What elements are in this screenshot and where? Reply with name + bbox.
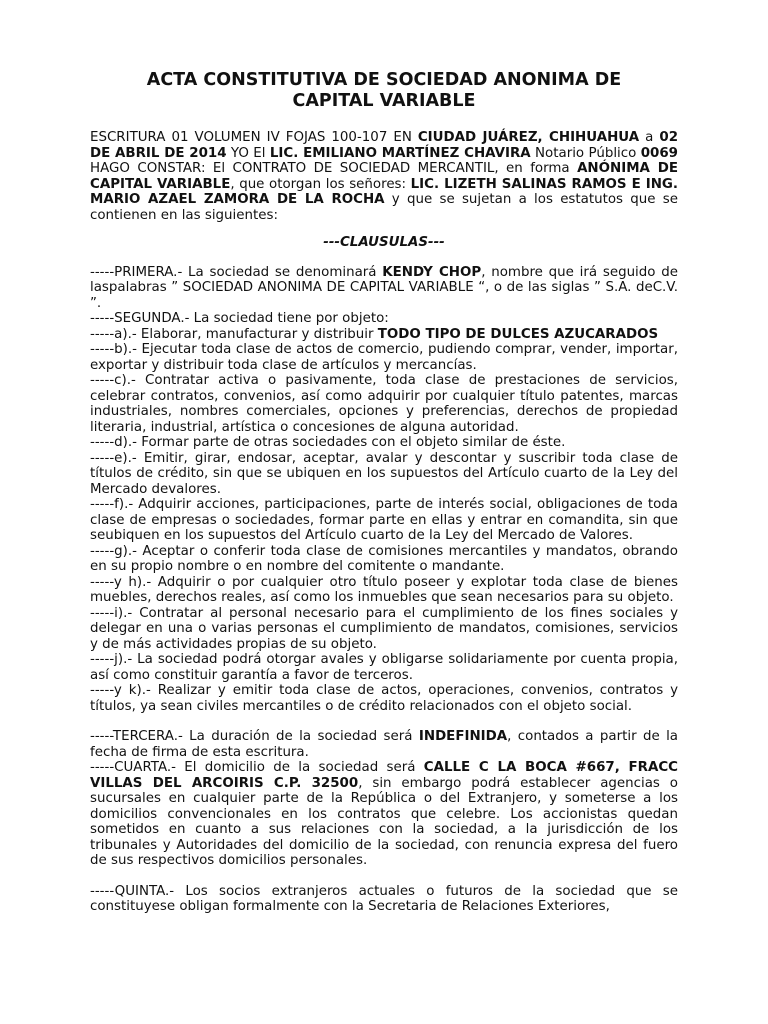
clause-text: -----PRIMERA.- La sociedad se denominará [90, 264, 383, 280]
intro-text: a [639, 130, 660, 145]
intro-notary: LIC. EMILIANO MARTÍNEZ CHAVIRA [269, 145, 531, 161]
duration: INDEFINIDA [418, 729, 508, 744]
intro-text: y que se sujetan a los estatutos que se contienen en las siguientes: [90, 192, 678, 223]
clause-cuarta [90, 760, 678, 869]
clause-text: , contados a partir de la fecha de firma de esta escritura. [90, 729, 679, 760]
clause-text: -----CUARTA.- El domicilio de la sociedad será [90, 760, 424, 775]
paragraph-gap [90, 714, 678, 729]
clause-item-k: -----y k).- Realizar y emitir toda clase de actos, operaciones, convenios, contratos y títulos, ya sean civiles mercantiles o de crédito relacionados con el objeto social. [90, 683, 678, 714]
paragraph-gap [90, 869, 678, 884]
clause-item-b: -----b).- Ejecutar toda clase de actos de comercio, pudiendo comprar, vender, importar, exportar y distribuir toda clase de artículos y mercancías. [90, 342, 678, 373]
intro-text: , que otorgan los señores: [230, 176, 411, 192]
clausulas-heading: ---CLAUSULAS--- [323, 235, 445, 250]
clause-item-d: -----d).- Formar parte de otras sociedades con el objeto similar de éste. [90, 435, 566, 450]
title-line-1: ACTA CONSTITUTIVA DE SOCIEDAD ANONIMA DE [146, 70, 622, 90]
intro-company-type: ANÓNIMA DE CAPITAL VARIABLE [90, 161, 678, 192]
clause-item-h: -----y h).- Adquirir o por cualquier otro título poseer y explotar toda clase de bienes muebles, derechos reales, así como los inmuebles que sean necesarios para su objeto. [90, 574, 678, 605]
clause-tercera [90, 729, 678, 760]
clause-item-c: -----c).- Contratar activa o pasivamente, toda clase de prestaciones de servicios, celebrar contratos, convenios, así como adquirir por cualquier título patentes, marcas industriales, nombres comerciales, opciones y preferencias, derechos de propiedad literaria, industrial, artística o concesiones de alguna autoridad. [90, 373, 678, 435]
clause-item-j: -----j).- La sociedad podrá otorgar avales y obligarse solidariamente por cuenta propia, así como constituir garantía a favor de terceros. [90, 652, 678, 683]
intro-city: CIUDAD JUÁREZ, CHIHUAHUA [417, 130, 640, 145]
clause-item-g: -----g).- Aceptar o conferir toda clase de comisiones mercantiles y mandatos, obrando en su propio nombre o en nombre del comitente o mandante. [90, 543, 678, 574]
clause-text: -----TERCERA.- La duración de la sociedad será [90, 729, 419, 744]
clause-item-f: -----f).- Adquirir acciones, participaciones, parte de interés social, obligaciones de toda clase de empresas o sociedades, formar parte en ellas y entrar en comandita, sin que seubiquen en los supuestos del Artículo cuarto de la Ley del Mercado de Valores. [90, 497, 678, 543]
intro-notary-number: 0069 [640, 145, 678, 161]
intro-paragraph [90, 130, 678, 223]
clause-text: , nombre que irá seguido de laspalabras ” SOCIEDAD ANONIMA DE CAPITAL VARIABLE “, o de las siglas ” S.A. deC.V. ”. [90, 264, 678, 311]
company-name: KENDY CHOP [382, 264, 482, 280]
clause-text: , sin embargo podrá establecer agencias o sucursales en cualquier parte de la República o del Extranjero, y someterse a los domicilios convencionales en los contratos que celebre. Los accionistas quedan sometidos en cuanto a sus relaciones con la sociedad, a la jurisdicción de los tribunales y Autoridades del domicilio de la sociedad, con renuncia expresa del fuero de sus respectivos domicilios personales. [90, 775, 678, 868]
clause-segunda: -----SEGUNDA.- La sociedad tiene por objeto: [90, 311, 389, 326]
company-address: CALLE C LA BOCA #667, FRACC VILLAS DEL ARCOIRIS C.P. 32500 [90, 760, 679, 791]
clause-item-e: -----e).- Emitir, girar, endosar, aceptar, avalar y descontar y suscribir toda clase de títulos de crédito, sin que se ubiquen en los supuestos del Artículo cuarto de la Ley del Mercado devalores. [90, 450, 678, 497]
intro-text: Notario Público [530, 145, 641, 161]
intro-text: HAGO CONSTAR: El CONTRATO DE SOCIEDAD MERCANTIL, en forma [90, 161, 578, 176]
clause-text: -----a).- Elaborar, manufacturar y distribuir [90, 326, 378, 342]
business-object: TODO TIPO DE DULCES AZUCARADOS [377, 326, 659, 342]
clause-primera [90, 265, 678, 312]
clause-item-a [90, 327, 678, 343]
intro-text: ESCRITURA 01 VOLUMEN IV FOJAS 100-107 EN [90, 130, 418, 145]
intro-date: 02 DE ABRIL DE 2014 [90, 130, 679, 161]
intro-text: YO El [226, 145, 270, 161]
title-line-2: CAPITAL VARIABLE [292, 91, 476, 111]
clause-quinta: -----QUINTA.- Los socios extranjeros actuales o futuros de la sociedad que se constituyese obligan formalmente con la Secretaria de Relaciones Exteriores, [90, 883, 678, 914]
document-title [90, 70, 678, 112]
intro-partners: LIC. LIZETH SALINAS RAMOS E ING. MARIO AZAEL ZAMORA DE LA ROCHA [90, 176, 678, 207]
clause-item-i: -----i).- Contratar al personal necesario para el cumplimiento de los fines sociales y delegar en una o varias personas el cumplimiento de mandatos, comisiones, servicios y de más actividades propias de su objeto. [90, 605, 678, 652]
